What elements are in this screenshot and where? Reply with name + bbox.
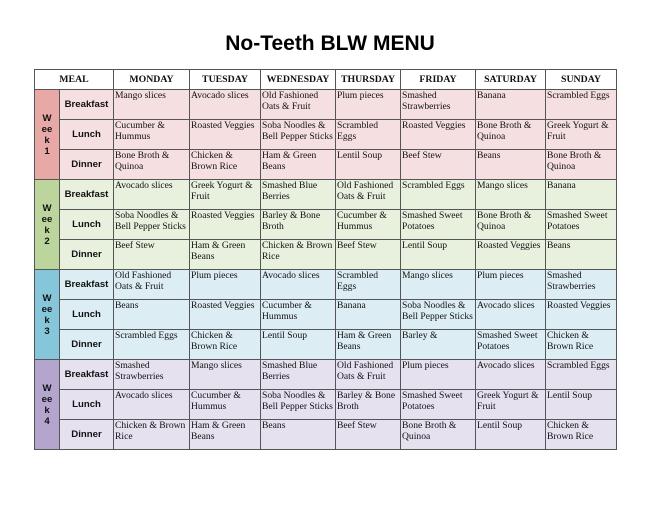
menu-cell: Scrambled Eggs [336, 120, 401, 150]
menu-cell: Smashed Sweet Potatoes [401, 390, 476, 420]
week-label-line: 1 [44, 145, 50, 157]
menu-cell: Roasted Veggies [476, 240, 546, 270]
menu-cell: Roasted Veggies [190, 300, 261, 330]
menu-cell: Plum pieces [401, 360, 476, 390]
table-row [35, 240, 617, 270]
meal-label: Lunch [60, 300, 114, 330]
meal-label: Lunch [60, 210, 114, 240]
menu-cell: Scrambled Eggs [336, 270, 401, 300]
table-row [35, 420, 617, 450]
week-label-line: k [44, 404, 50, 416]
table-row [35, 390, 617, 420]
menu-cell: Old Fashioned Oats & Fruit [336, 180, 401, 210]
week-label-line: ee [41, 393, 53, 405]
meal-label: Dinner [60, 240, 114, 270]
table-row [35, 120, 617, 150]
header-thursday: THURSDAY [336, 70, 401, 90]
header-row [35, 70, 617, 90]
menu-cell: Avocado slices [476, 360, 546, 390]
menu-cell: Bone Broth & Quinoa [401, 420, 476, 450]
table-row [35, 270, 617, 300]
menu-cell: Beans [476, 150, 546, 180]
menu-cell: Barley & Bone Broth [336, 390, 401, 420]
table-row [35, 300, 617, 330]
header-saturday: SATURDAY [476, 70, 546, 90]
menu-cell: Smashed Blue Berries [261, 180, 336, 210]
week-label-line: W [42, 202, 52, 214]
menu-cell: Beans [114, 300, 190, 330]
header-friday: FRIDAY [401, 70, 476, 90]
meal-label: Breakfast [60, 90, 114, 120]
menu-cell: Scrambled Eggs [546, 360, 617, 390]
meal-label: Dinner [60, 330, 114, 360]
week-label-line: 4 [44, 415, 50, 427]
menu-cell: Ham & Green Beans [261, 150, 336, 180]
meal-label: Breakfast [60, 270, 114, 300]
table-row [35, 210, 617, 240]
menu-cell: Avocado slices [261, 270, 336, 300]
menu-cell: Beans [546, 240, 617, 270]
menu-cell: Beef Stew [336, 420, 401, 450]
table-row [35, 90, 617, 120]
week-label-line: k [44, 224, 50, 236]
menu-cell: Chicken & Brown Rice [190, 150, 261, 180]
table-row [35, 330, 617, 360]
menu-cell: Soba Noodles & Bell Pepper Sticks [261, 120, 336, 150]
menu-cell: Smashed Sweet Potatoes [476, 330, 546, 360]
menu-cell: Plum pieces [476, 270, 546, 300]
menu-cell: Smashed Strawberries [114, 360, 190, 390]
menu-cell: Beef Stew [114, 240, 190, 270]
week-label-line: ee [41, 123, 53, 135]
menu-cell: Banana [546, 180, 617, 210]
menu-cell: Smashed Blue Berries [261, 360, 336, 390]
header-meal: MEAL [35, 70, 114, 90]
menu-cell: Avocado slices [114, 390, 190, 420]
menu-cell: Bone Broth & Quinoa [476, 210, 546, 240]
meal-label: Lunch [60, 390, 114, 420]
menu-cell: Roasted Veggies [190, 210, 261, 240]
menu-cell: Avocado slices [190, 90, 261, 120]
week-label [35, 180, 60, 270]
menu-cell: Chicken & Brown Rice [546, 420, 617, 450]
menu-cell: Plum pieces [190, 270, 261, 300]
menu-cell: Mango slices [190, 360, 261, 390]
menu-cell: Cucumber & Hummus [261, 300, 336, 330]
menu-cell: Chicken & Brown Rice [261, 240, 336, 270]
meal-label: Dinner [60, 150, 114, 180]
week-label-line: 3 [44, 325, 50, 337]
week-label-line: 2 [44, 235, 50, 247]
menu-cell: Beans [261, 420, 336, 450]
menu-cell: Old Fashioned Oats & Fruit [336, 360, 401, 390]
week-label-line: ee [41, 213, 53, 225]
meal-label: Breakfast [60, 360, 114, 390]
menu-cell: Bone Broth & Quinoa [546, 150, 617, 180]
menu-cell: Greek Yogurt & Fruit [546, 120, 617, 150]
header-wednesday: WEDNESDAY [261, 70, 336, 90]
menu-cell: Chicken & Brown Rice [190, 330, 261, 360]
header-sunday: SUNDAY [546, 70, 617, 90]
week-label-line: W [42, 292, 52, 304]
menu-cell: Barley & [401, 330, 476, 360]
menu-cell: Lentil Soup [546, 390, 617, 420]
menu-cell: Smashed Sweet Potatoes [401, 210, 476, 240]
menu-cell: Smashed Strawberries [546, 270, 617, 300]
header-monday: MONDAY [114, 70, 190, 90]
menu-cell: Scrambled Eggs [401, 180, 476, 210]
menu-cell: Scrambled Eggs [546, 90, 617, 120]
meal-label: Breakfast [60, 180, 114, 210]
menu-cell: Lentil Soup [336, 150, 401, 180]
menu-cell: Banana [336, 300, 401, 330]
menu-cell: Bone Broth & Quinoa [476, 120, 546, 150]
menu-cell: Chicken & Brown Rice [546, 330, 617, 360]
menu-cell: Ham & Green Beans [336, 330, 401, 360]
menu-cell: Ham & Green Beans [190, 420, 261, 450]
header-tuesday: TUESDAY [190, 70, 261, 90]
menu-cell: Lentil Soup [476, 420, 546, 450]
menu-table [34, 69, 617, 450]
page-title: No-Teeth BLW MENU [225, 32, 435, 55]
meal-label: Dinner [60, 420, 114, 450]
menu-cell: Mango slices [476, 180, 546, 210]
week-label-line: W [42, 112, 52, 124]
menu-cell: Greek Yogurt & Fruit [476, 390, 546, 420]
week-label [35, 90, 60, 180]
meal-label: Lunch [60, 120, 114, 150]
menu-cell: Roasted Veggies [190, 120, 261, 150]
table-row [35, 360, 617, 390]
menu-cell: Cucumber & Hummus [336, 210, 401, 240]
table-row [35, 150, 617, 180]
menu-cell: Chicken & Brown Rice [114, 420, 190, 450]
menu-cell: Avocado slices [114, 180, 190, 210]
menu-cell: Plum pieces [336, 90, 401, 120]
menu-cell: Mango slices [114, 90, 190, 120]
week-label-line: ee [41, 303, 53, 315]
menu-cell: Soba Noodles & Bell Pepper Sticks [401, 300, 476, 330]
menu-cell: Cucumber & Hummus [114, 120, 190, 150]
menu-cell: Lentil Soup [261, 330, 336, 360]
menu-cell: Old Fashioned Oats & Fruit [261, 90, 336, 120]
week-label [35, 360, 60, 450]
menu-cell: Smashed Sweet Potatoes [546, 210, 617, 240]
menu-cell: Avocado slices [476, 300, 546, 330]
week-label-line: k [44, 134, 50, 146]
menu-cell: Soba Noodles & Bell Pepper Sticks [114, 210, 190, 240]
menu-cell: Roasted Veggies [401, 120, 476, 150]
week-label-line: k [44, 314, 50, 326]
menu-cell: Cucumber & Hummus [190, 390, 261, 420]
week-label-line: W [42, 382, 52, 394]
menu-cell: Barley & Bone Broth [261, 210, 336, 240]
table-row [35, 180, 617, 210]
menu-cell: Bone Broth & Quinoa [114, 150, 190, 180]
menu-cell: Soba Noodles & Bell Pepper Sticks [261, 390, 336, 420]
menu-cell: Mango slices [401, 270, 476, 300]
menu-cell: Scrambled Eggs [114, 330, 190, 360]
menu-cell: Greek Yogurt & Fruit [190, 180, 261, 210]
menu-cell: Smashed Strawberries [401, 90, 476, 120]
menu-cell: Banana [476, 90, 546, 120]
menu-cell: Beef Stew [336, 240, 401, 270]
menu-cell: Beef Stew [401, 150, 476, 180]
menu-cell: Old Fashioned Oats & Fruit [114, 270, 190, 300]
menu-cell: Lentil Soup [401, 240, 476, 270]
week-label [35, 270, 60, 360]
menu-cell: Ham & Green Beans [190, 240, 261, 270]
menu-cell: Roasted Veggies [546, 300, 617, 330]
